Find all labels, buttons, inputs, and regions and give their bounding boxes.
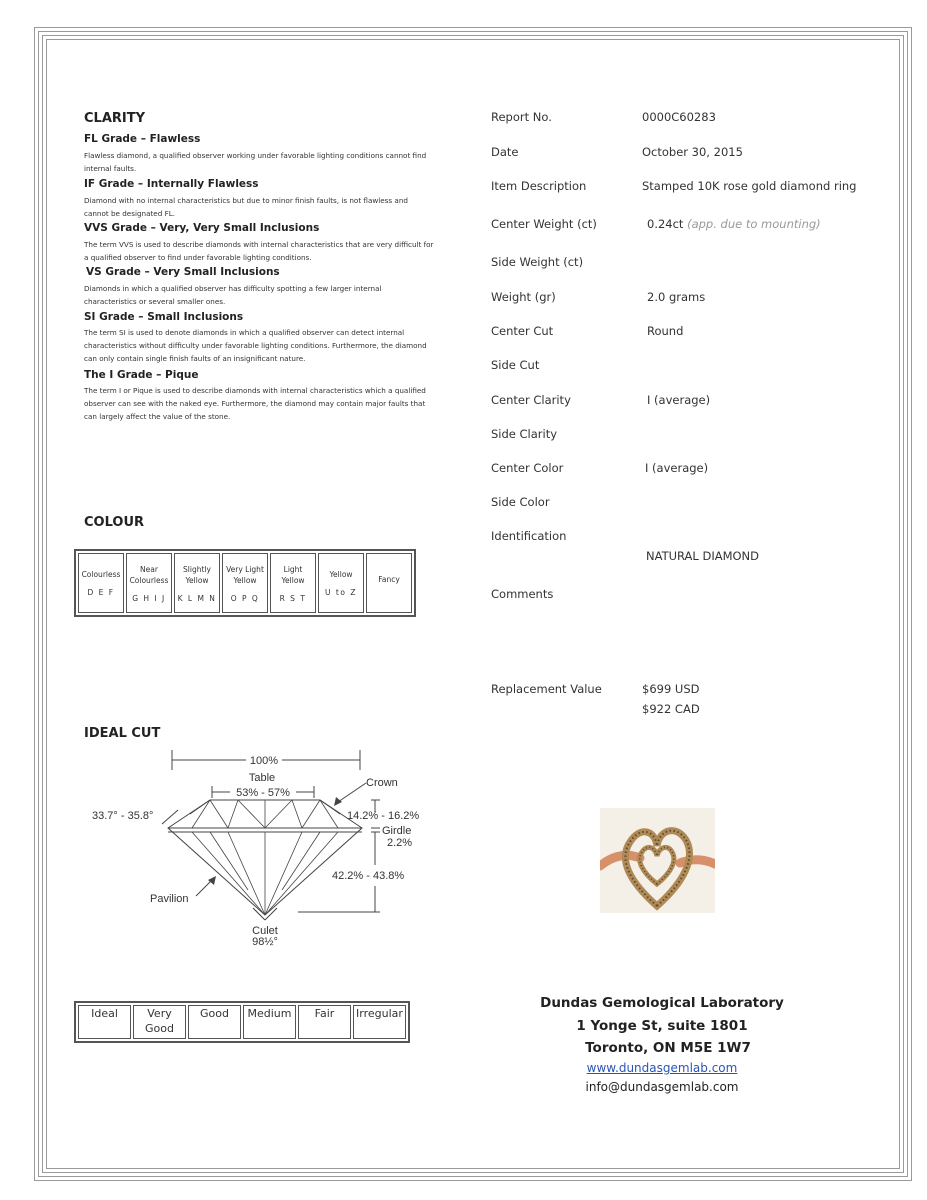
clarity-grade-si: SI Grade – Small Inclusions <box>84 311 244 323</box>
colour-cell <box>174 553 220 613</box>
replacement-value-cad: $922 CAD <box>642 702 700 716</box>
side-clarity-label: Side Clarity <box>491 427 558 441</box>
colour-cell-name: Near Colourless <box>129 564 169 585</box>
lab-website-link[interactable]: www.dundasgemlab.com <box>586 1061 738 1075</box>
clarity-desc-if: Diamond with no internal characteristics but due to minor finish faults, is not flawless and cannot be designated FL. <box>84 196 408 218</box>
lab-address-2: Toronto, ON M5E 1W7 <box>585 1040 751 1056</box>
clarity-desc-i: The term I or Pique is used to describe diamonds with internal characteristics which a qualified observer can see with the naked eye. Furthermore, the diamond may contain major faults that can largely affect the value of the stone. <box>84 386 426 421</box>
colour-cell-code: U to Z <box>325 588 357 597</box>
crown-height-label: 14.2% - 16.2% <box>347 810 420 822</box>
table-range-label: 53% - 57% <box>236 787 290 799</box>
colour-cell <box>270 553 316 613</box>
ideal-cut-title: IDEAL CUT <box>84 726 161 741</box>
item-description-value: Stamped 10K rose gold diamond ring <box>642 179 857 193</box>
item-description-label: Item Description <box>491 179 587 193</box>
center-weight-value <box>647 217 821 231</box>
cut-grade-table <box>74 1001 410 1043</box>
cut-grade-cell: Very Good <box>133 1005 186 1039</box>
colour-cell-name: Light Yellow <box>281 564 305 585</box>
diamond-proportion-diagram <box>70 740 450 965</box>
colour-scale-table <box>74 549 416 617</box>
girdle-value-label: 2.2% <box>387 837 413 849</box>
clarity-desc-fl: Flawless diamond, a qualified observer working under favorable lighting conditions cannot find internal faults. <box>84 151 427 173</box>
clarity-desc-si: The term SI is used to denote diamonds in which a qualified observer can detect internal characteristics without difficulty under favorable lighting conditions. Furthermore, the diamond can only contain single finish faults of an insignificant nature. <box>84 328 427 363</box>
cut-grade-cell: Fair <box>298 1005 351 1039</box>
culet-label: Culet <box>252 925 278 937</box>
clarity-desc-vs: Diamonds in which a qualified observer has difficulty spotting a few larger internal characteristics or several smaller ones. <box>84 284 382 306</box>
report-number-value: 0000C60283 <box>642 110 716 124</box>
clarity-title: CLARITY <box>84 111 146 126</box>
lab-address-1: 1 Yonge St, suite 1801 <box>576 1018 748 1034</box>
angle-line <box>162 810 178 824</box>
colour-cell <box>78 553 124 613</box>
crown-arrow <box>338 783 366 802</box>
total-width-label: 100% <box>249 755 279 767</box>
pavilion-arrow <box>196 880 212 896</box>
crown-arrow-head <box>334 797 342 806</box>
clarity-grade-if: IF Grade – Internally Flawless <box>84 178 259 190</box>
colour-cell-code: G H I J <box>132 593 166 603</box>
colour-cell-name: Very Light Yellow <box>226 564 264 585</box>
identification-label: Identification <box>491 529 567 543</box>
colour-cell-name: Yellow <box>329 570 353 579</box>
crown-facets <box>190 800 340 828</box>
colour-cell-name: Slightly Yellow <box>183 564 211 585</box>
colour-cell <box>126 553 172 613</box>
center-cut-label: Center Cut <box>491 324 554 338</box>
center-weight-amount: 0.24ct <box>647 217 684 231</box>
colour-cell-code: R S T <box>279 593 307 603</box>
date-label: Date <box>491 145 519 159</box>
colour-cell-name: Fancy <box>378 574 400 584</box>
comments-label: Comments <box>491 587 554 601</box>
identification-value: NATURAL DIAMOND <box>646 549 760 563</box>
culet-angle-label: 98½° <box>252 936 278 948</box>
lab-name: Dundas Gemological Laboratory <box>540 995 784 1011</box>
crown-angle-label: 33.7° - 35.8° <box>92 810 154 822</box>
center-color-value: I (average) <box>645 461 709 475</box>
clarity-grade-i: The I Grade – Pique <box>84 369 199 381</box>
colour-cell <box>366 553 412 613</box>
side-cut-label: Side Cut <box>491 358 540 372</box>
colour-cell-name: Colourless <box>81 570 121 579</box>
side-weight-label: Side Weight (ct) <box>491 255 584 269</box>
cut-grade-cell: Medium <box>243 1005 296 1039</box>
ring-photo <box>600 808 715 913</box>
clarity-desc-vvs: The term VVS is used to describe diamonds with internal characteristics that are very difficult for a qualified observer to find under favorable lighting conditions. <box>84 240 434 262</box>
date-value: October 30, 2015 <box>642 145 743 159</box>
center-weight-note: (app. due to mounting) <box>687 217 821 231</box>
colour-cell-code: K L M N <box>177 593 217 603</box>
clarity-grade-vs: VS Grade – Very Small Inclusions <box>86 266 280 278</box>
weight-value: 2.0 grams <box>647 290 706 304</box>
girdle-label: Girdle <box>382 825 412 837</box>
ring-image <box>600 808 715 913</box>
clarity-grade-vvs: VVS Grade – Very, Very Small Inclusions <box>84 222 320 234</box>
pavilion-label: Pavilion <box>150 893 189 905</box>
center-color-label: Center Color <box>491 461 564 475</box>
clarity-grade-fl: FL Grade – Flawless <box>84 133 201 145</box>
replacement-value-label: Replacement Value <box>491 682 602 696</box>
cut-grade-cell: Ideal <box>78 1005 131 1039</box>
colour-cell-code: O P Q <box>230 593 260 603</box>
pavilion-facets <box>192 832 338 915</box>
lab-email: info@dundasgemlab.com <box>585 1080 739 1094</box>
center-clarity-value: I (average) <box>647 393 711 407</box>
colour-cell-code: D E F <box>87 588 115 597</box>
colour-cell <box>318 553 364 613</box>
center-weight-label: Center Weight (ct) <box>491 217 597 231</box>
table-label: Table <box>248 772 276 784</box>
colour-title: COLOUR <box>84 515 145 530</box>
colour-cell <box>222 553 268 613</box>
center-clarity-label: Center Clarity <box>491 393 571 407</box>
pavilion-arrow-head <box>208 876 216 885</box>
cut-grade-cell: Good <box>188 1005 241 1039</box>
report-number-label: Report No. <box>491 110 552 124</box>
center-cut-value: Round <box>647 324 684 338</box>
cut-grade-cell: Irregular <box>353 1005 406 1039</box>
pavilion-depth-label: 42.2% - 43.8% <box>332 870 405 882</box>
side-color-label: Side Color <box>491 495 550 509</box>
weight-label: Weight (gr) <box>491 290 556 304</box>
crown-label: Crown <box>366 777 398 789</box>
replacement-value-usd: $699 USD <box>642 682 700 696</box>
